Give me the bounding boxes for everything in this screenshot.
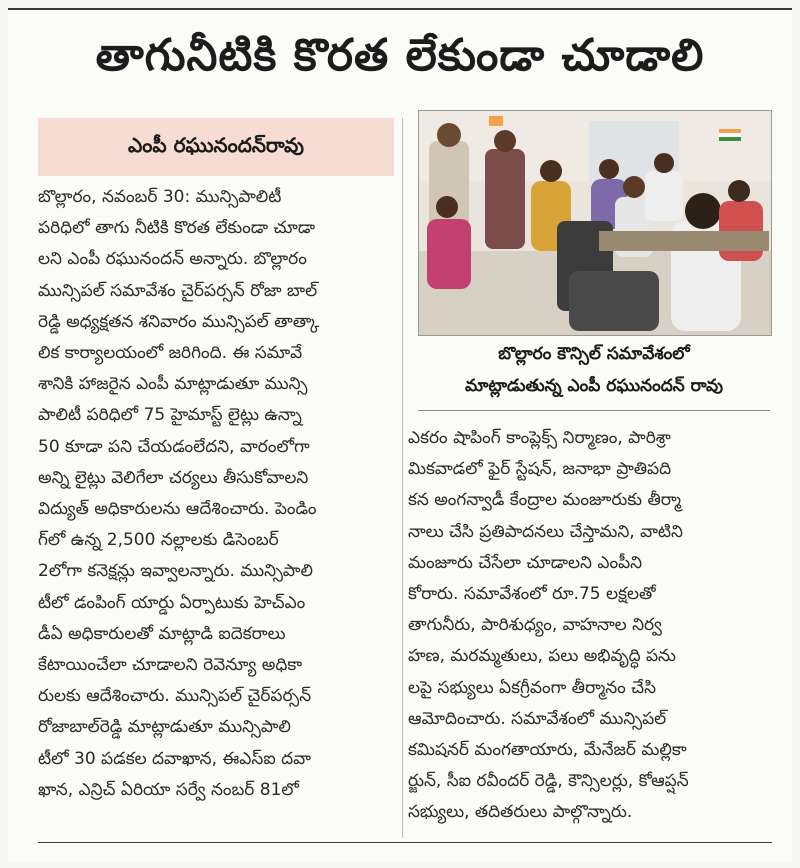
text-line: పాలిటీ పరిధిలో 75 హైమాస్ట్ లైట్లు ఉన్నా bbox=[38, 405, 302, 426]
text-line: రులకు ఆదేశించారు. మున్సిపల్ చైర్‌పర్సన్ bbox=[38, 686, 312, 707]
text-line: కేటాయించేలా చూడాలని రెవెన్యూ అధికా bbox=[38, 655, 303, 676]
text-line: కోరారు. సమావేశంలో రూ.75 లక్షలతో bbox=[408, 584, 656, 605]
caption-line-2: మాట్లాడుతున్న ఎంపీ రఘునందన్ రావు bbox=[465, 376, 723, 396]
photo-caption bbox=[418, 338, 770, 411]
text-line: మంజూరు చేసేలా చూడాలని ఎంపీని bbox=[408, 552, 643, 573]
text-line: మున్సిపల్ సమావేశం చైర్‌పర్సన్ రోజా బాల్ bbox=[38, 280, 318, 301]
text-line: తాగునీరు, పారిశుధ్యం, వాహనాల నిర్వ bbox=[408, 615, 662, 636]
headline: తాగునీటికి కొరత లేకుండా చూడాలి bbox=[95, 30, 705, 81]
text-line: కమిషనర్ మంగతాయారు, మేనేజర్ మల్లికా bbox=[408, 740, 687, 761]
text-line: బొల్లారం, నవంబర్ 30: మున్సిపాలిటీ bbox=[38, 187, 282, 207]
text-line: లపై సభ్యులు ఏకగ్రీవంగా తీర్మానం చేసి bbox=[408, 677, 657, 698]
subheadline-box bbox=[38, 118, 394, 176]
caption-line-1: బొల్లారం కౌన్సిల్ సమావేశంలో bbox=[498, 344, 690, 364]
text-line: టీలో డంపింగ్ యార్డు ఏర్పాటుకు హెచ్‌ఎం bbox=[38, 592, 306, 613]
text-line: గ్‌లో ఉన్న 2,500 నల్లాలకు డిసెంబర్ bbox=[38, 530, 279, 551]
text-line: లని ఎంపీ రఘునందన్ అన్నారు. బొల్లారం bbox=[38, 249, 307, 270]
text-line: లిక కార్యాలయంలో జరిగింది. ఈ సమావే bbox=[38, 343, 303, 364]
text-line: రోజాబాల్‌రెడ్డి మాట్లాడుతూ మున్సిపాలి bbox=[38, 717, 291, 738]
subheadline: ఎంపీ రఘునందన్‌రావు bbox=[128, 132, 304, 157]
text-line: నాలు చేసి ప్రతిపాదనలు చేస్తామని, వాటిని bbox=[408, 521, 683, 542]
column-divider bbox=[402, 118, 403, 838]
text-line: 50 కూడా పని చేయడంలేదని, వారంలోగా bbox=[38, 436, 310, 457]
text-line: టీలో 30 పడకల దవాఖాన, ఈఎస్‌ఐ దవా bbox=[38, 748, 311, 769]
text-line: రెడ్డి అధ్యక్షతన శనివారం మున్సిపల్ తాత్కా bbox=[38, 311, 320, 332]
text-line: ర్జున్, సీఐ రవీందర్ రెడ్డి, కౌన్సిలర్లు, కోఆప్షన్ bbox=[408, 771, 689, 792]
bottom-rule bbox=[38, 842, 772, 843]
text-line: ఎకరం షాపింగ్ కాంప్లెక్స్ నిర్మాణం, పారిశ్రా bbox=[408, 428, 671, 448]
meeting-photo bbox=[418, 110, 772, 336]
text-line: శానికి హాజరైన ఎంపీ మాట్లాడుతూ మున్సి bbox=[38, 374, 308, 395]
text-line: హణ, మరమ్మతులు, పలు అభివృద్ధి పను bbox=[408, 646, 676, 667]
text-line: పరిధిలో తాగు నీటికి కొరత లేకుండా చూడా bbox=[38, 218, 316, 239]
text-line: ఖాన, ఎన్రిచ్ ఏరియా సర్వే నంబర్ 81లో bbox=[38, 779, 299, 800]
article-left-column bbox=[38, 182, 398, 806]
text-line: మికవాడలో ఫైర్ స్టేషన్, జనాభా ప్రాతిపది bbox=[408, 459, 672, 480]
text-line: కన అంగన్వాడీ కేంద్రాల మంజూరుకు తీర్మా bbox=[408, 490, 682, 511]
article-right-column bbox=[408, 423, 770, 829]
text-line: డీఏ అధికారులతో మాట్లాడి ఐదెకరాలు bbox=[38, 623, 286, 644]
text-line: అన్ని లైట్లు వెలిగేలా చర్యలు తీసుకోవాలని bbox=[38, 467, 309, 488]
text-line: సభ్యులు, తదితరులు పాల్గొన్నారు. bbox=[408, 802, 633, 823]
text-line: విద్యుత్ అధికారులను ఆదేశించారు. పెండిం bbox=[38, 499, 317, 520]
newspaper-clipping bbox=[8, 8, 792, 862]
text-line: 2లోగా కనెక్షన్లు ఇవ్వాలన్నారు. మున్సిపాలి bbox=[38, 561, 313, 582]
text-line: ఆమోదించారు. సమావేశంలో మున్సిపల్ bbox=[408, 708, 667, 729]
